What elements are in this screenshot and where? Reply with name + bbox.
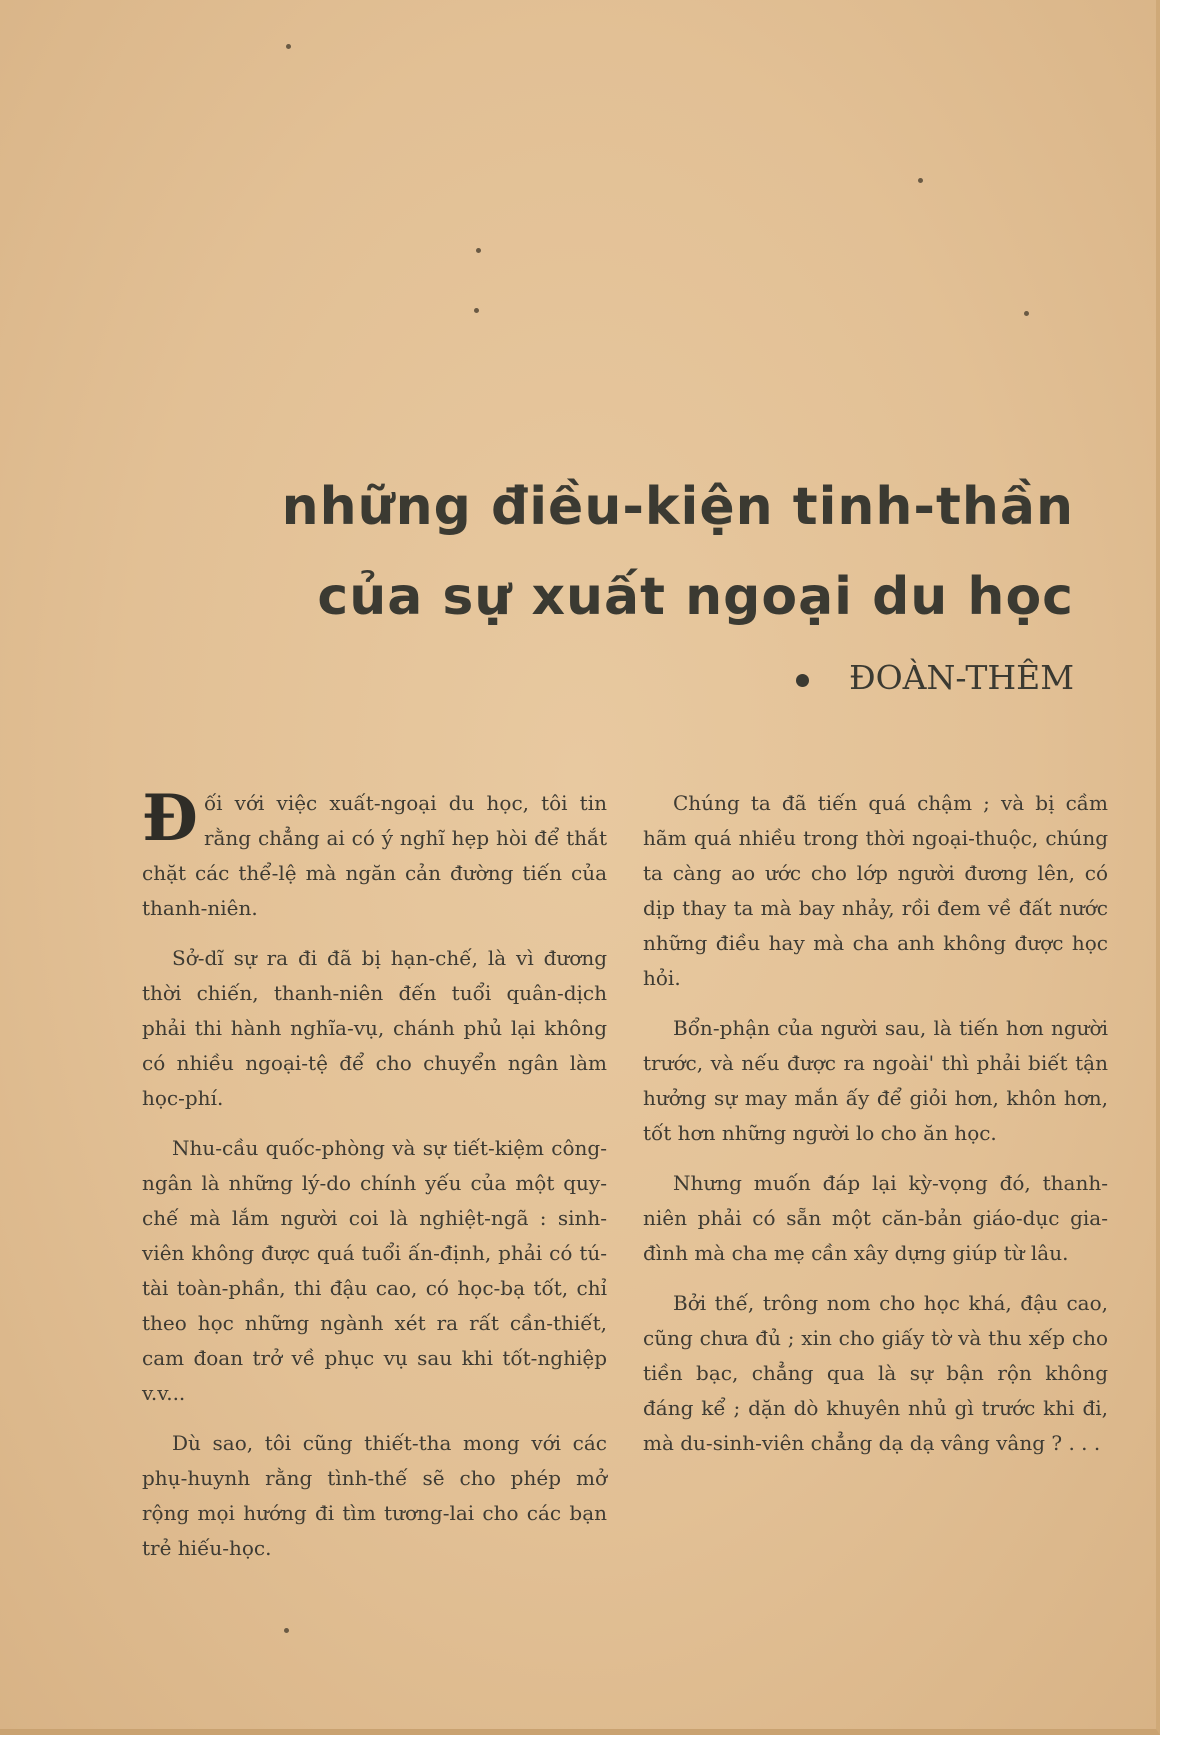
bullet-icon xyxy=(796,674,809,687)
paragraph: Nhưng muốn đáp lại kỳ-vọng đó, thanh-niên phải có sẵn một căn-bản giáo-dục gia-đình mà cha mẹ cần xây dựng giúp từ lâu. xyxy=(643,1171,1108,1265)
paragraph-text: ối với việc xuất-ngoại du học, tôi tin rằng chẳng ai có ý nghĩ hẹp hòi để thắt chặt các thể-lệ mà ngăn cản đường tiến của thanh-niên. xyxy=(142,791,607,920)
author-byline xyxy=(796,658,1074,698)
paragraph: Bổn-phận của người sau, là tiến hơn người trước, và nếu được ra ngoài' thì phải biết tận hưởng sự may mắn ấy để giỏi hơn, khôn hơn, tốt hơn những người lo cho ăn học. xyxy=(643,1016,1108,1145)
drop-cap: Đ xyxy=(142,781,198,856)
paragraph: Dù sao, tôi cũng thiết-tha mong với các phụ-huynh rằng tình-thế sẽ cho phép mở rộng mọi hướng đi tìm tương-lai cho các bạn trẻ hiếu-học. xyxy=(142,1431,607,1560)
title-line-1: những điều-kiện tinh-thần xyxy=(281,477,1074,537)
paragraph xyxy=(142,781,607,926)
paragraph: Sở-dĩ sự ra đi đã bị hạn-chế, là vì đương thời chiến, thanh-niên đến tuổi quân-dịch phải thi hành nghĩa-vụ, chánh phủ lại không có nhiều ngoại-tệ để cho chuyển ngân làm học-phí. xyxy=(142,946,607,1110)
paper-speck xyxy=(284,1628,289,1633)
paragraph: Bởi thế, trông nom cho học khá, đậu cao, cũng chưa đủ ; xin cho giấy tờ và thu xếp cho tiền bạc, chẳng qua là sự bận rộn không đáng kể ; dặn dò khuyên nhủ gì trước khi đi, mà du-sinh-viên chẳng dạ dạ vâng vâng ? . . . xyxy=(643,1291,1108,1455)
paper-speck xyxy=(286,44,291,49)
article-title xyxy=(282,462,1074,642)
title-line-2: của sự xuất ngoại du học xyxy=(317,567,1074,627)
paper-speck xyxy=(918,178,923,183)
left-column xyxy=(142,781,607,1581)
paper-speck xyxy=(474,308,479,313)
paper-speck xyxy=(476,248,481,253)
right-column xyxy=(643,786,1108,1476)
author-name: ĐOÀN-THÊM xyxy=(848,658,1074,697)
paper-speck xyxy=(1024,311,1029,316)
paragraph: Nhu-cầu quốc-phòng và sự tiết-kiệm công-ngân là những lý-do chính yếu của một quy-chế mà lắm người coi là nghiệt-ngã : sinh-viên không được quá tuổi ấn-định, phải có tú-tài toàn-phần, thi đậu cao, có học-bạ tốt, chỉ theo học những ngành xét ra rất cần-thiết, cam đoan trở về phục vụ sau khi tốt-nghiệp v.v... xyxy=(142,1136,607,1405)
paragraph: Chúng ta đã tiến quá chậm ; và bị cầm hãm quá nhiều trong thời ngoại-thuộc, chúng ta càng ao ước cho lớp người đương lên, có dịp thay ta mà bay nhảy, rồi đem về đất nước những điều hay mà cha anh không được học hỏi. xyxy=(643,791,1108,990)
